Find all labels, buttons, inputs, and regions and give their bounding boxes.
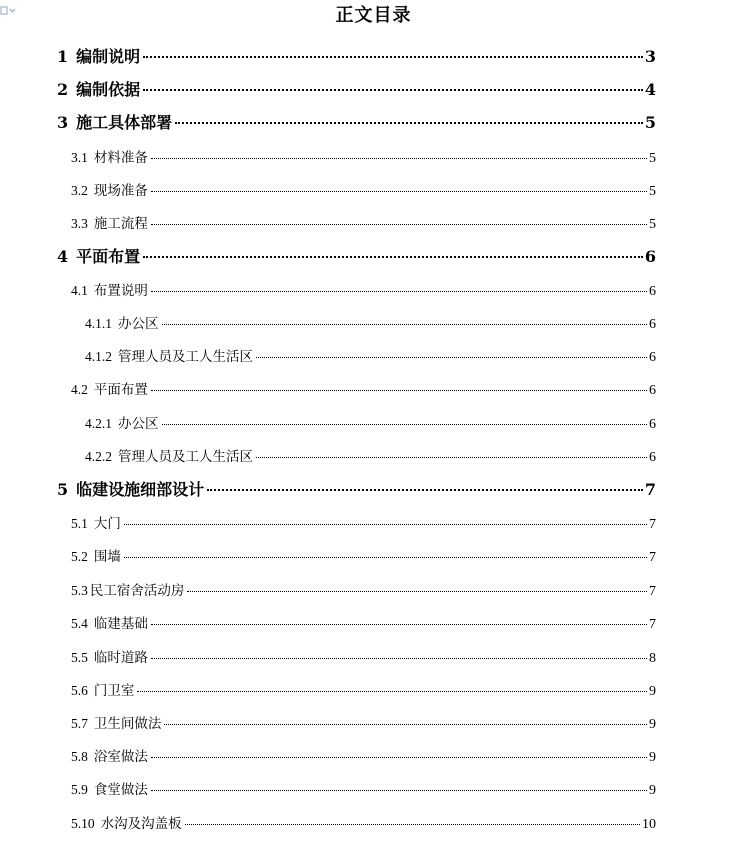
toc-entry-title: 编制说明: [76, 47, 141, 66]
toc-entry-title: 临时道路: [93, 650, 148, 666]
toc-entry-number: 2: [57, 80, 69, 99]
toc-dot-leader: [143, 56, 643, 58]
toc-entry-number: 4.1.1: [85, 316, 112, 331]
toc-dot-leader: [137, 691, 647, 692]
toc-entry-page: 5: [649, 151, 656, 166]
toc-entry-number: 5.7: [71, 716, 88, 731]
toc-dot-leader: [151, 158, 647, 159]
toc-entry-title: 平面布置: [76, 247, 141, 266]
toc-entry-number: 4.2.1: [85, 416, 112, 431]
toc-entry-title: 民工宿舍活动房: [89, 583, 185, 599]
toc-entry-title: 施工流程: [93, 216, 148, 232]
toc-entry[interactable]: [71, 512, 656, 532]
toc-entry-title: 材料准备: [93, 150, 148, 166]
toc-entry-number: 4.2.2: [85, 449, 112, 464]
toc-entry[interactable]: [71, 179, 656, 199]
toc-entry-number: 4.1: [71, 283, 88, 298]
toc-entry-page: 8: [649, 651, 656, 666]
toc-entry-title: 门卫室: [93, 683, 135, 699]
toc-entry-page: 9: [649, 717, 656, 732]
toc-entry[interactable]: [71, 646, 656, 666]
toc-entry[interactable]: [57, 110, 656, 134]
toc-entry-page: 10: [642, 817, 656, 832]
toc-entry-page: 6: [649, 450, 656, 465]
toc-entry-page: 6: [649, 284, 656, 299]
toc-entry-page: 6: [644, 247, 656, 266]
toc-entry-title: 布置说明: [93, 283, 148, 299]
toc-entry-title: 施工具体部署: [76, 113, 173, 132]
toc-entry[interactable]: [85, 412, 656, 432]
toc-entry-number: 5: [57, 480, 69, 499]
toc-entry-title: 大门: [93, 516, 121, 532]
toc-entry[interactable]: [71, 378, 656, 398]
toc-entry-page: 7: [649, 550, 656, 565]
toc-dot-leader: [151, 390, 647, 391]
toc-entry-page: 6: [649, 350, 656, 365]
toc-dot-leader: [124, 524, 647, 525]
toc-entry-page: 9: [649, 783, 656, 798]
toc-entry-page: 6: [649, 417, 656, 432]
toc-entry[interactable]: [71, 778, 656, 798]
toc-dot-leader: [162, 324, 648, 325]
toc-entry[interactable]: [71, 712, 656, 732]
toc-entry[interactable]: [71, 146, 656, 166]
toc-entry[interactable]: [57, 477, 656, 501]
toc-entry-number: 4.1.2: [85, 349, 112, 364]
toc-entry[interactable]: [85, 345, 656, 365]
toc-entry-page: 5: [649, 184, 656, 199]
toc-entry[interactable]: [71, 679, 656, 699]
toc-entry-title: 现场准备: [93, 183, 148, 199]
toc-dot-leader: [151, 790, 647, 791]
toc-entry-page: 3: [644, 47, 656, 66]
toc-entry-title: 管理人员及工人生活区: [118, 349, 253, 365]
toc-dot-leader: [187, 591, 647, 592]
toc-entry-title: 临建设施细部设计: [76, 480, 205, 499]
toc-entry-number: 5.8: [71, 749, 88, 764]
toc-entry-title: 平面布置: [93, 382, 148, 398]
toc-dot-leader: [151, 291, 647, 292]
toc-entry[interactable]: [85, 445, 656, 465]
toc-dot-leader: [185, 824, 640, 825]
toc-entry[interactable]: [57, 44, 656, 68]
toc-entry-number: 5.9: [71, 782, 88, 797]
toc-entry-page: 5: [649, 217, 656, 232]
toc-dot-leader: [256, 357, 647, 358]
toc-entry-page: 7: [649, 617, 656, 632]
toc-entry[interactable]: [71, 545, 656, 565]
toc-dot-leader: [151, 757, 647, 758]
toc-entry-number: 5.6: [71, 683, 88, 698]
toc-dot-leader: [151, 658, 647, 659]
toc-entry-number: 4.2: [71, 382, 88, 397]
toc-entry-title: 水沟及沟盖板: [100, 816, 182, 832]
toc-entry-number: 5.2: [71, 549, 88, 564]
toc-entry[interactable]: [85, 312, 656, 332]
toc-entry-page: 6: [649, 317, 656, 332]
toc-entry-page: 6: [649, 383, 656, 398]
toc-entry-title: 食堂做法: [93, 782, 148, 798]
toc-entry[interactable]: [57, 77, 656, 101]
toc-entry-title: 办公区: [118, 416, 159, 432]
toc-entry-title: 编制依据: [76, 80, 141, 99]
toc-entry-page: 5: [644, 113, 656, 132]
toc-entry-number: 5.5: [71, 650, 88, 665]
toc-entry-title: 浴室做法: [93, 749, 148, 765]
toc-entry[interactable]: [71, 579, 656, 599]
toc-dot-leader: [162, 424, 648, 425]
toc-entry-number: 3.2: [71, 183, 88, 198]
toc-entry-page: 4: [644, 80, 656, 99]
toc-entry[interactable]: [71, 612, 656, 632]
toc-entry-page: 7: [649, 584, 656, 599]
toc-entry-number: 5.1: [71, 516, 88, 531]
toc-entry-number: 3.3: [71, 216, 88, 231]
toc-dot-leader: [151, 224, 647, 225]
toc-title: 正文目录: [335, 5, 412, 26]
toc-dot-leader: [143, 256, 643, 258]
toc-dot-leader: [143, 89, 643, 91]
toc-dot-leader: [151, 191, 647, 192]
toc-entry-number: 3: [57, 113, 69, 132]
toc-entry-title: 管理人员及工人生活区: [118, 449, 253, 465]
toc-entry[interactable]: [71, 279, 656, 299]
toc-entry[interactable]: [71, 212, 656, 232]
toc-dot-leader: [164, 724, 647, 725]
toc-entry-page: 9: [649, 750, 656, 765]
toc-dot-leader: [124, 557, 647, 558]
toc-entry-number: 3.1: [71, 150, 88, 165]
toc-dot-leader: [151, 624, 647, 625]
toc-entry-number: 4: [57, 247, 69, 266]
toc-entry-page: 7: [644, 480, 656, 499]
toc-dot-leader: [175, 122, 643, 124]
toc-entry-number: 5.3: [71, 583, 88, 598]
toc-entry-title: 围墙: [93, 549, 121, 565]
toc-dot-leader: [256, 457, 647, 458]
toc-entry-title: 办公区: [118, 316, 159, 332]
toc-entry[interactable]: [71, 812, 656, 832]
toc-entry-number: 5.10: [71, 816, 95, 831]
toc-entry-number: 1: [57, 47, 69, 66]
toc-entry-number: 5.4: [71, 616, 88, 631]
toc-entry[interactable]: [71, 745, 656, 765]
toc-dot-leader: [207, 489, 643, 491]
toc-entry-page: 7: [649, 517, 656, 532]
toc-entry-page: 9: [649, 684, 656, 699]
toc-entry-title: 临建基础: [93, 616, 148, 632]
toc-entry-title: 卫生间做法: [93, 716, 162, 732]
toc-entry[interactable]: [57, 244, 656, 268]
